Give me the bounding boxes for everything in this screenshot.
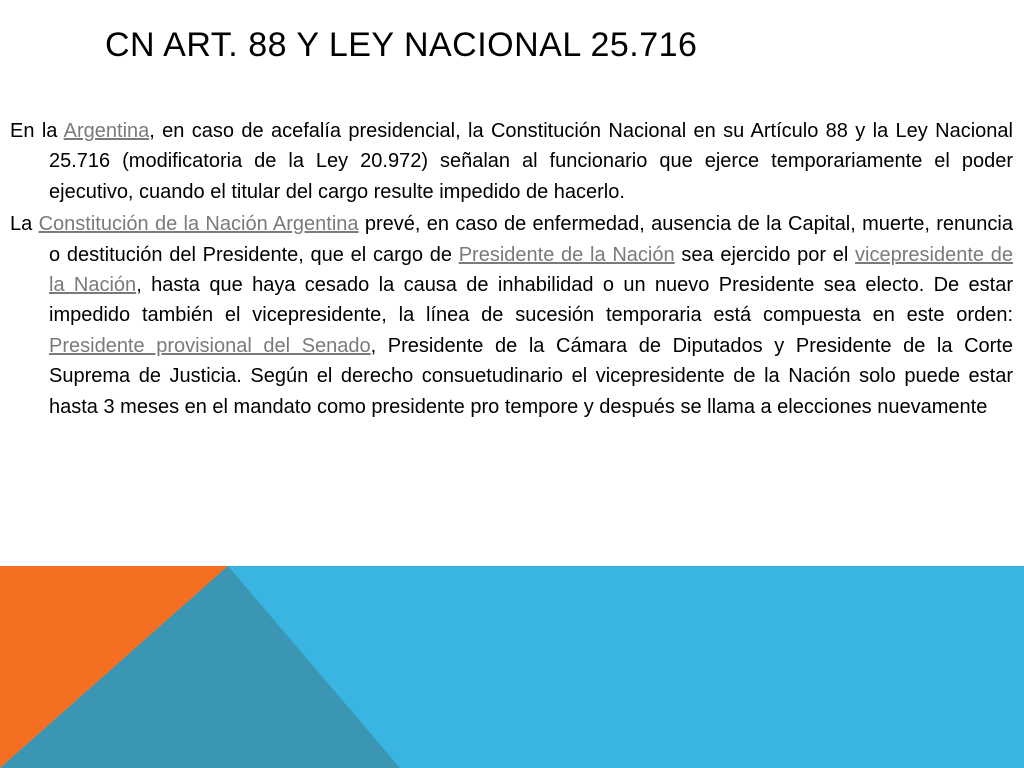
slide-body	[10, 116, 1013, 424]
text-segment: En la	[10, 120, 64, 142]
paragraph-acefalia	[10, 116, 1013, 207]
slide-title: CN ART. 88 Y LEY NACIONAL 25.716	[105, 26, 698, 64]
text-segment: La	[10, 213, 39, 236]
link-constitucion[interactable]: Constitución de la Nación Argentina	[38, 213, 359, 236]
decorative-footer-shapes	[0, 566, 1024, 768]
text-segment: sea ejercido por el	[674, 243, 856, 266]
link-presidente-nacion[interactable]: Presidente de la Nación	[458, 243, 675, 266]
link-argentina[interactable]: Argentina	[63, 120, 150, 142]
bold-term-acefalia: acefalía presidencial	[270, 120, 456, 142]
text-segment: , Presidente de la Cámara de Diputados y Presidente de la Corte Suprema de Justicia. Según el derecho consuetudinario el vicepresidente de la Nación solo puede estar hasta 3 meses en el mandato como presidente pro tempore y después se llama a elecciones nuevamente	[49, 334, 1013, 418]
link-vicepresidente[interactable]: vicepresidente de la Nación	[49, 243, 1013, 297]
text-segment: , en caso de	[149, 120, 271, 142]
text-segment: , la Constitución Nacional en su Artículo 88 y la Ley Nacional 25.716 (modificatoria de la Ley 20.972) señalan al funcionario que ejerce temporariamente el poder ejecutivo, cuando el titular del cargo resulte impedido de hacerlo.	[49, 120, 1013, 203]
link-presidente-senado[interactable]: Presidente provisional del Senado	[49, 334, 371, 357]
text-segment: prevé, en caso de enfermedad, ausencia de la Capital, muerte, renuncia o destitución del Presidente, que el cargo de	[49, 213, 1013, 266]
paragraph-sucesion	[10, 209, 1013, 422]
text-segment: , hasta que haya cesado la causa de inhabilidad o un nuevo Presidente sea electo. De estar impedido también el vicepresidente, la línea de sucesión temporaria está compuesta en este orden:	[49, 274, 1013, 327]
